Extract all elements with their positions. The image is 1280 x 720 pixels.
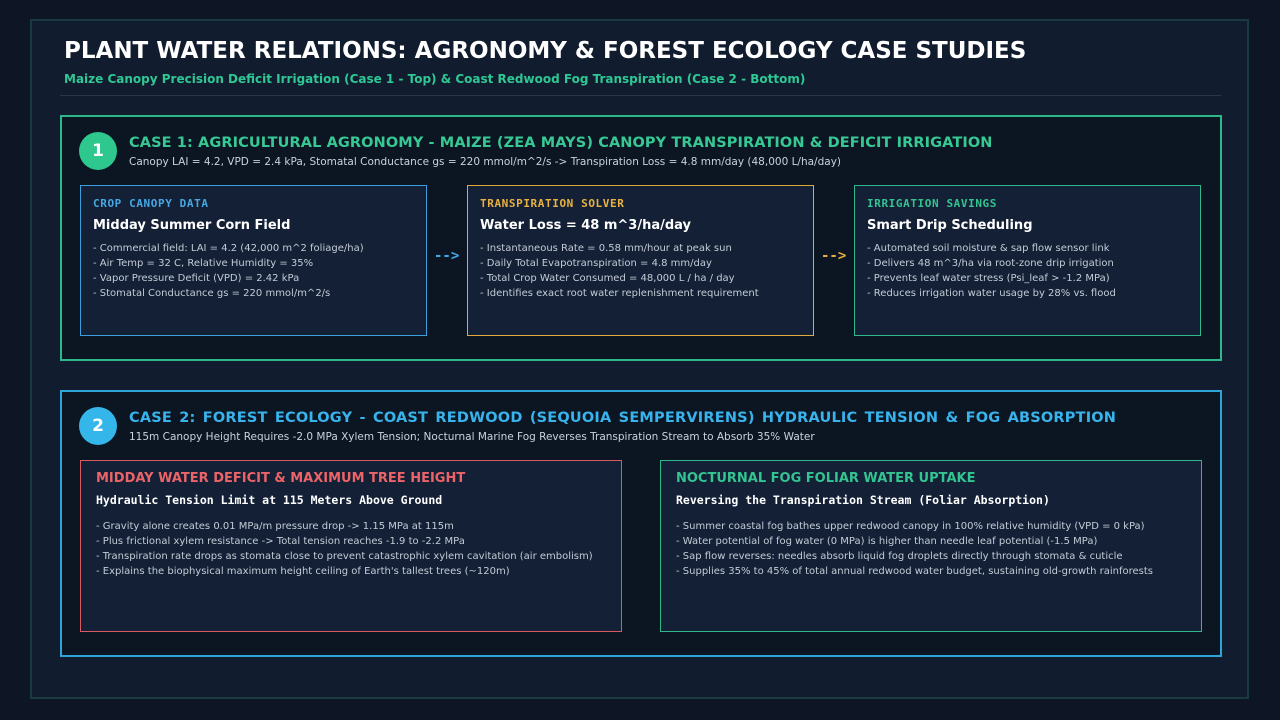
page-subtitle: Maize Canopy Precision Deficit Irrigation (Case 1 - Top) & Coast Redwood Fog Transpiration (Case 2 - Bottom) bbox=[64, 72, 806, 86]
bullet-list bbox=[96, 519, 593, 579]
crop-canopy-data-card bbox=[80, 185, 427, 336]
card-heading: Reversing the Transpiration Stream (Foliar Absorption) bbox=[676, 493, 1050, 507]
list-item: - Delivers 48 m^3/ha via root-zone drip irrigation bbox=[867, 258, 1114, 269]
card-kicker: NOCTURNAL FOG FOLIAR WATER UPTAKE bbox=[676, 471, 976, 486]
card-kicker: MIDDAY WATER DEFICIT & MAXIMUM TREE HEIGHT bbox=[96, 471, 466, 486]
list-item: - Vapor Pressure Deficit (VPD) = 2.42 kPa bbox=[93, 273, 300, 284]
bullet-list bbox=[867, 241, 1116, 301]
case-1-number-badge: 1 bbox=[79, 132, 117, 170]
list-item: - Prevents leaf water stress (Psi_leaf > -1.2 MPa) bbox=[867, 273, 1110, 284]
page-title: PLANT WATER RELATIONS: AGRONOMY & FOREST ECOLOGY CASE STUDIES bbox=[64, 38, 1027, 64]
card-kicker: TRANSPIRATION SOLVER bbox=[480, 197, 625, 210]
irrigation-savings-card bbox=[854, 185, 1201, 336]
list-item: - Explains the biophysical maximum height ceiling of Earth's tallest trees (~120m) bbox=[96, 566, 510, 577]
case-2-panel bbox=[60, 390, 1222, 657]
list-item: - Air Temp = 32 C, Relative Humidity = 35% bbox=[93, 258, 314, 269]
list-item: - Identifies exact root water replenishment requirement bbox=[480, 288, 759, 299]
card-heading: Smart Drip Scheduling bbox=[867, 218, 1033, 233]
bullet-list bbox=[480, 241, 759, 301]
arrow-icon: --> bbox=[434, 248, 460, 264]
list-item: - Total Crop Water Consumed = 48,000 L / ha / day bbox=[480, 273, 735, 284]
water-deficit-card bbox=[80, 460, 622, 632]
card-kicker: IRRIGATION SAVINGS bbox=[867, 197, 998, 210]
list-item: - Gravity alone creates 0.01 MPa/m pressure drop -> 1.15 MPa at 115m bbox=[96, 521, 454, 532]
list-item: - Sap flow reverses: needles absorb liquid fog droplets directly through stomata & cuticle bbox=[676, 551, 1123, 562]
transpiration-solver-card bbox=[467, 185, 814, 336]
list-item: - Water potential of fog water (0 MPa) is higher than needle leaf potential (-1.5 MPa) bbox=[676, 536, 1098, 547]
case-2-subtitle: 115m Canopy Height Requires -2.0 MPa Xylem Tension; Nocturnal Marine Fog Reverses Transpiration Stream to Absorb 35% Water bbox=[129, 431, 815, 443]
card-heading: Hydraulic Tension Limit at 115 Meters Above Ground bbox=[96, 493, 443, 507]
case-2-title: CASE 2: FOREST ECOLOGY - COAST REDWOOD (SEQUOIA SEMPERVIRENS) HYDRAULIC TENSION & FOG ABSORPTION bbox=[129, 410, 1117, 426]
bullet-list bbox=[676, 519, 1153, 579]
case-1-panel bbox=[60, 115, 1222, 361]
header-divider bbox=[60, 95, 1221, 96]
list-item: - Summer coastal fog bathes upper redwood canopy in 100% relative humidity (VPD = 0 kPa) bbox=[676, 521, 1145, 532]
list-item: - Daily Total Evapotranspiration = 4.8 mm/day bbox=[480, 258, 712, 269]
fog-uptake-card bbox=[660, 460, 1202, 632]
card-heading: Midday Summer Corn Field bbox=[93, 218, 291, 233]
list-item: - Automated soil moisture & sap flow sensor link bbox=[867, 243, 1110, 254]
list-item: - Transpiration rate drops as stomata close to prevent catastrophic xylem cavitation (air embolism) bbox=[96, 551, 593, 562]
arrow-icon: --> bbox=[821, 248, 847, 264]
case-2-number-badge: 2 bbox=[79, 407, 117, 445]
card-heading: Water Loss = 48 m^3/ha/day bbox=[480, 218, 692, 233]
list-item: - Reduces irrigation water usage by 28% vs. flood bbox=[867, 288, 1116, 299]
case-1-title: CASE 1: AGRICULTURAL AGRONOMY - MAIZE (ZEA MAYS) CANOPY TRANSPIRATION & DEFICIT IRRIGATION bbox=[129, 135, 993, 151]
list-item: - Plus frictional xylem resistance -> Total tension reaches -1.9 to -2.2 MPa bbox=[96, 536, 465, 547]
card-kicker: CROP CANOPY DATA bbox=[93, 197, 209, 210]
list-item: - Instantaneous Rate = 0.58 mm/hour at peak sun bbox=[480, 243, 732, 254]
case-1-subtitle: Canopy LAI = 4.2, VPD = 2.4 kPa, Stomatal Conductance gs = 220 mmol/m^2/s -> Transpiration Loss = 4.8 mm/day (48,000 L/ha/day) bbox=[129, 156, 842, 168]
list-item: - Supplies 35% to 45% of total annual redwood water budget, sustaining old-growth rainforests bbox=[676, 566, 1153, 577]
list-item: - Stomatal Conductance gs = 220 mmol/m^2/s bbox=[93, 288, 331, 299]
bullet-list bbox=[93, 241, 364, 301]
list-item: - Commercial field: LAI = 4.2 (42,000 m^2 foliage/ha) bbox=[93, 243, 364, 254]
